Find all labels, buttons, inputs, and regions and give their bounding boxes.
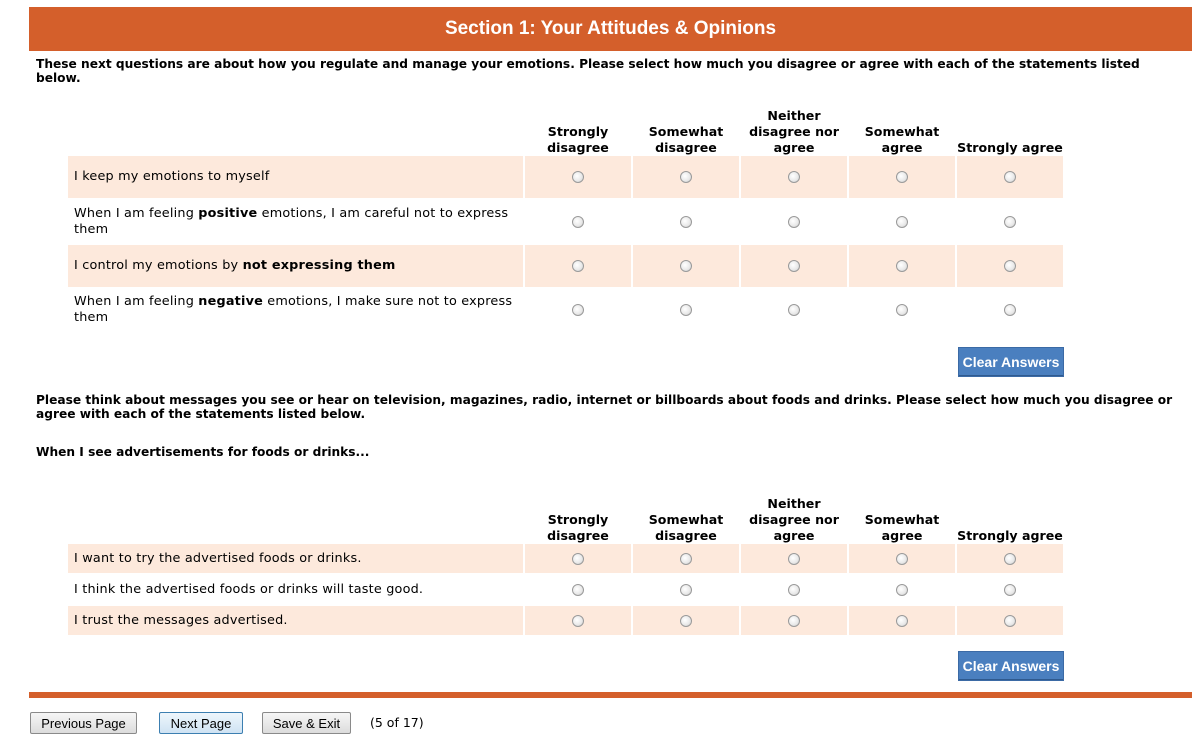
col-somewhat-disagree: Somewhat disagree [648,124,724,155]
col-strongly-agree: Strongly agree [957,140,1063,155]
radio-option[interactable] [896,304,908,316]
emotions-intro: These next questions are about how you regulate and manage your emotions. Please select how much you disagree or agree with each of the statements listed below. [36,57,1140,85]
radio-option[interactable] [680,171,692,183]
column-headers [68,484,1065,544]
radio-option[interactable] [1004,216,1016,228]
radio-option[interactable] [788,615,800,627]
radio-option[interactable] [1004,171,1016,183]
col-neither: Neither disagree nor agree [749,108,839,155]
table-row [68,156,1065,198]
table-row [68,606,1065,635]
statement-text: When I am feeling negative emotions, I make sure not to express them [74,294,513,325]
radio-option[interactable] [1004,260,1016,272]
radio-option[interactable] [896,615,908,627]
table-row [68,245,1065,287]
radio-option[interactable] [788,260,800,272]
radio-option[interactable] [572,615,584,627]
save-exit-button[interactable]: Save & Exit [262,712,351,734]
section-header [29,7,1192,51]
page-counter: (5 of 17) [370,715,424,730]
radio-option[interactable] [572,216,584,228]
previous-page-button[interactable]: Previous Page [30,712,137,734]
radio-option[interactable] [788,553,800,565]
col-strongly-disagree: Strongly disagree [547,512,609,543]
radio-option[interactable] [572,553,584,565]
statement-text: I keep my emotions to myself [68,156,523,198]
statement-text: When I am feeling positive emotions, I am careful not to express them [74,206,509,237]
col-somewhat-disagree: Somewhat disagree [648,512,724,543]
ads-grid [68,484,1065,544]
footer-divider [29,692,1192,698]
clear-answers-button[interactable]: Clear Answers [958,347,1064,377]
radio-option[interactable] [896,584,908,596]
column-headers [68,96,1065,156]
radio-option[interactable] [896,260,908,272]
ads-intro: Please think about messages you see or hear on television, magazines, radio, internet or billboards about foods and drinks. Please select how much you disagree or agree with each of the statements listed below. [36,393,1173,421]
radio-option[interactable] [680,615,692,627]
radio-option[interactable] [680,304,692,316]
ads-subintro: When I see advertisements for foods or drinks... [36,445,370,459]
col-somewhat-agree: Somewhat agree [864,124,940,155]
table-row [68,200,1065,244]
col-strongly-disagree: Strongly disagree [547,124,609,155]
radio-option[interactable] [788,171,800,183]
radio-option[interactable] [680,260,692,272]
next-page-button[interactable]: Next Page [159,712,243,734]
radio-option[interactable] [788,584,800,596]
radio-option[interactable] [896,216,908,228]
radio-option[interactable] [680,216,692,228]
radio-option[interactable] [572,260,584,272]
radio-option[interactable] [572,171,584,183]
statement-text: I control my emotions by not expressing them [68,245,523,287]
col-neither: Neither disagree nor agree [749,496,839,543]
table-row [68,575,1065,604]
radio-option[interactable] [572,304,584,316]
radio-option[interactable] [1004,553,1016,565]
radio-option[interactable] [896,553,908,565]
col-somewhat-agree: Somewhat agree [864,512,940,543]
emotions-grid [68,96,1065,156]
radio-option[interactable] [1004,304,1016,316]
radio-option[interactable] [788,216,800,228]
radio-option[interactable] [572,584,584,596]
col-strongly-agree: Strongly agree [957,528,1063,543]
statement-text: I think the advertised foods or drinks will taste good. [74,581,424,597]
radio-option[interactable] [1004,584,1016,596]
statement-text: I want to try the advertised foods or drinks. [68,544,523,573]
radio-option[interactable] [1004,615,1016,627]
statement-text: I trust the messages advertised. [68,606,523,635]
radio-option[interactable] [680,584,692,596]
table-row [68,288,1065,332]
table-row [68,544,1065,573]
radio-option[interactable] [788,304,800,316]
section-title: Section 1: Your Attitudes & Opinions [444,18,777,39]
clear-answers-button[interactable]: Clear Answers [958,651,1064,681]
radio-option[interactable] [896,171,908,183]
radio-option[interactable] [680,553,692,565]
